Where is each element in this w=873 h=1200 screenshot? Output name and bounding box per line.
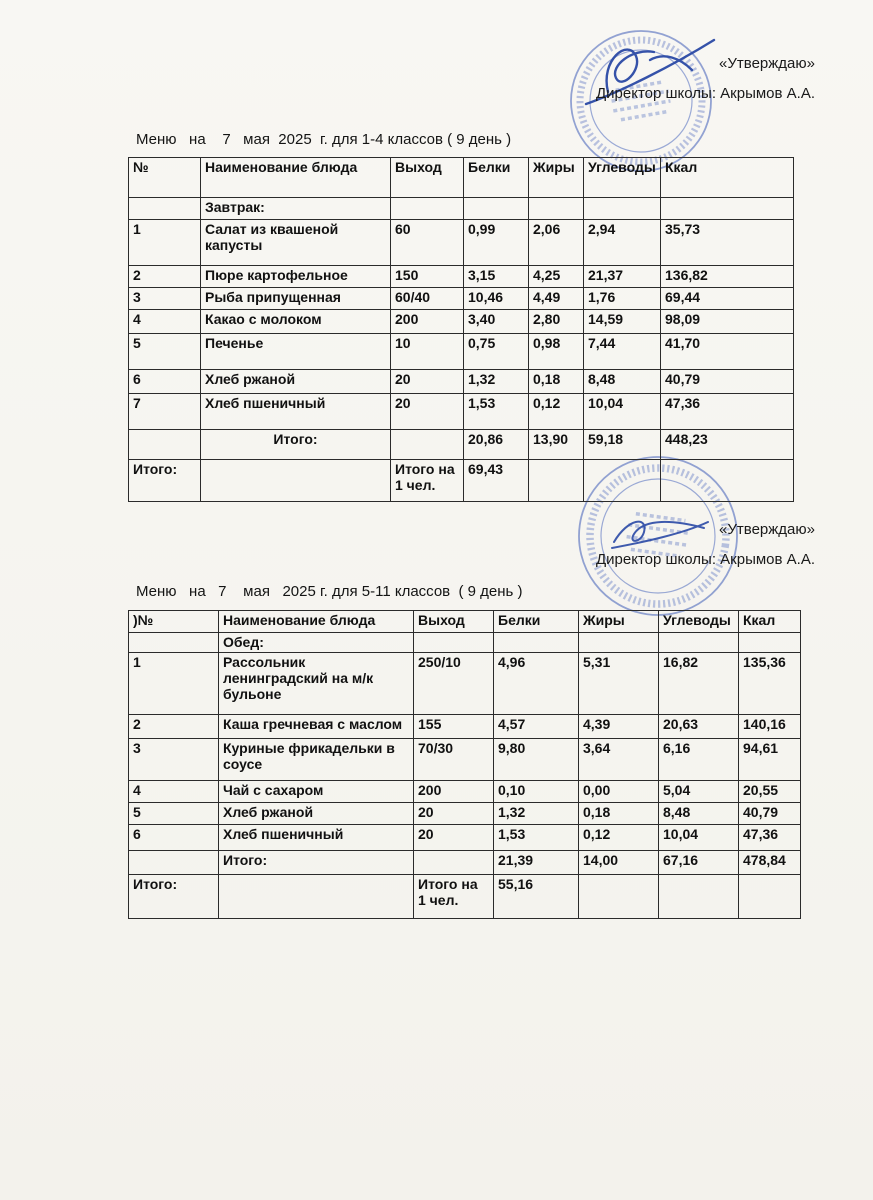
cell-protein: 0,99 bbox=[464, 220, 529, 266]
cell-empty bbox=[391, 198, 464, 220]
cell-num: 7 bbox=[129, 394, 201, 430]
totals-label: Итого: bbox=[201, 430, 391, 460]
section-row bbox=[129, 633, 801, 653]
col-header-portion: Выход bbox=[391, 158, 464, 198]
cell-num: 3 bbox=[129, 739, 219, 781]
cell-num: 4 bbox=[129, 310, 201, 334]
table-row bbox=[129, 803, 801, 825]
cell-empty bbox=[414, 633, 494, 653]
col-header-protein: Белки bbox=[494, 611, 579, 633]
per-person-value: 69,43 bbox=[464, 460, 529, 502]
col-header-carbs: Углеводы bbox=[584, 158, 661, 198]
cell-portion: 60 bbox=[391, 220, 464, 266]
cell-empty bbox=[129, 198, 201, 220]
cell-fat: 4,49 bbox=[529, 288, 584, 310]
cell-kcal: 40,79 bbox=[661, 370, 794, 394]
cell-empty bbox=[129, 633, 219, 653]
cell-empty bbox=[464, 198, 529, 220]
cell-portion: 70/30 bbox=[414, 739, 494, 781]
cell-kcal: 47,36 bbox=[661, 394, 794, 430]
col-header-carbs: Углеводы bbox=[659, 611, 739, 633]
per-person-label: Итого: bbox=[129, 875, 219, 919]
menu1-title: Меню на 7 мая 2025 г. для 1-4 классов ( 9 день ) bbox=[136, 131, 512, 148]
cell-protein: 1,53 bbox=[464, 394, 529, 430]
approval-quote: «Утверждаю» bbox=[719, 521, 815, 538]
cell-kcal: 140,16 bbox=[739, 715, 801, 739]
cell-empty bbox=[201, 460, 391, 502]
cell-empty bbox=[219, 875, 414, 919]
cell-protein: 4,57 bbox=[494, 715, 579, 739]
table-row bbox=[129, 394, 794, 430]
totals-row bbox=[129, 430, 794, 460]
cell-protein: 0,10 bbox=[494, 781, 579, 803]
cell-name: Рассольник ленинградский на м/к бульоне bbox=[219, 653, 414, 715]
table-row bbox=[129, 825, 801, 851]
cell-empty bbox=[579, 875, 659, 919]
cell-kcal: 47,36 bbox=[739, 825, 801, 851]
per-person-caption: Итого на 1 чел. bbox=[391, 460, 464, 502]
col-header-name: Наименование блюда bbox=[201, 158, 391, 198]
col-header-num: )№ bbox=[129, 611, 219, 633]
cell-num: 4 bbox=[129, 781, 219, 803]
cell-kcal: 40,79 bbox=[739, 803, 801, 825]
totals-label: Итого: bbox=[219, 851, 414, 875]
cell-empty bbox=[414, 851, 494, 875]
cell-carbs: 2,94 bbox=[584, 220, 661, 266]
col-header-num: № bbox=[129, 158, 201, 198]
cell-protein: 1,53 bbox=[494, 825, 579, 851]
cell-name: Хлеб ржаной bbox=[201, 370, 391, 394]
cell-empty bbox=[659, 875, 739, 919]
col-header-name: Наименование блюда bbox=[219, 611, 414, 633]
cell-empty bbox=[661, 460, 794, 502]
cell-name: Какао с молоком bbox=[201, 310, 391, 334]
col-header-kcal: Ккал bbox=[661, 158, 794, 198]
cell-name: Хлеб ржаной bbox=[219, 803, 414, 825]
cell-name: Чай с сахаром bbox=[219, 781, 414, 803]
col-header-portion: Выход bbox=[414, 611, 494, 633]
cell-carbs: 20,63 bbox=[659, 715, 739, 739]
approval-director: Директор школы: Акрымов А.А. bbox=[596, 85, 815, 102]
per-person-row bbox=[129, 460, 794, 502]
approval-director: Директор школы: Акрымов А.А. bbox=[596, 551, 815, 568]
table-row bbox=[129, 715, 801, 739]
totals-protein: 20,86 bbox=[464, 430, 529, 460]
cell-protein: 10,46 bbox=[464, 288, 529, 310]
cell-protein: 9,80 bbox=[494, 739, 579, 781]
table-row bbox=[129, 310, 794, 334]
cell-name: Хлеб пшеничный bbox=[201, 394, 391, 430]
cell-name: Рыба припущенная bbox=[201, 288, 391, 310]
cell-protein: 0,75 bbox=[464, 334, 529, 370]
per-person-label: Итого: bbox=[129, 460, 201, 502]
cell-protein: 4,96 bbox=[494, 653, 579, 715]
cell-portion: 200 bbox=[391, 310, 464, 334]
cell-carbs: 16,82 bbox=[659, 653, 739, 715]
cell-num: 1 bbox=[129, 653, 219, 715]
col-header-fat: Жиры bbox=[579, 611, 659, 633]
approval-quote: «Утверждаю» bbox=[719, 55, 815, 72]
cell-name: Пюре картофельное bbox=[201, 266, 391, 288]
cell-name: Салат из квашеной капусты bbox=[201, 220, 391, 266]
totals-fat: 13,90 bbox=[529, 430, 584, 460]
cell-portion: 150 bbox=[391, 266, 464, 288]
table-row bbox=[129, 220, 794, 266]
cell-carbs: 1,76 bbox=[584, 288, 661, 310]
cell-empty bbox=[739, 633, 801, 653]
per-person-caption: Итого на 1 чел. bbox=[414, 875, 494, 919]
cell-num: 3 bbox=[129, 288, 201, 310]
cell-kcal: 94,61 bbox=[739, 739, 801, 781]
cell-num: 6 bbox=[129, 825, 219, 851]
table-row bbox=[129, 653, 801, 715]
cell-portion: 155 bbox=[414, 715, 494, 739]
cell-carbs: 7,44 bbox=[584, 334, 661, 370]
cell-portion: 250/10 bbox=[414, 653, 494, 715]
totals-row bbox=[129, 851, 801, 875]
cell-empty bbox=[739, 875, 801, 919]
cell-portion: 200 bbox=[414, 781, 494, 803]
cell-fat: 0,18 bbox=[579, 803, 659, 825]
cell-carbs: 10,04 bbox=[584, 394, 661, 430]
cell-fat: 0,12 bbox=[579, 825, 659, 851]
table-row bbox=[129, 739, 801, 781]
section-label: Завтрак: bbox=[201, 198, 391, 220]
cell-carbs: 21,37 bbox=[584, 266, 661, 288]
cell-carbs: 8,48 bbox=[584, 370, 661, 394]
cell-carbs: 5,04 bbox=[659, 781, 739, 803]
cell-protein: 3,15 bbox=[464, 266, 529, 288]
cell-portion: 20 bbox=[414, 825, 494, 851]
cell-num: 5 bbox=[129, 803, 219, 825]
header-row bbox=[129, 611, 801, 633]
col-header-kcal: Ккал bbox=[739, 611, 801, 633]
approval-block-middle bbox=[385, 521, 815, 568]
table-row bbox=[129, 370, 794, 394]
totals-carbs: 67,16 bbox=[659, 851, 739, 875]
cell-kcal: 41,70 bbox=[661, 334, 794, 370]
cell-empty bbox=[659, 633, 739, 653]
section-label: Обед: bbox=[219, 633, 414, 653]
totals-kcal: 448,23 bbox=[661, 430, 794, 460]
cell-num: 2 bbox=[129, 715, 219, 739]
table-row bbox=[129, 334, 794, 370]
cell-empty bbox=[494, 633, 579, 653]
cell-num: 2 bbox=[129, 266, 201, 288]
cell-kcal: 98,09 bbox=[661, 310, 794, 334]
cell-num: 5 bbox=[129, 334, 201, 370]
table-row bbox=[129, 781, 801, 803]
col-header-protein: Белки bbox=[464, 158, 529, 198]
cell-kcal: 136,82 bbox=[661, 266, 794, 288]
cell-empty bbox=[129, 851, 219, 875]
cell-name: Хлеб пшеничный bbox=[219, 825, 414, 851]
cell-carbs: 10,04 bbox=[659, 825, 739, 851]
header-row bbox=[129, 158, 794, 198]
cell-name: Печенье bbox=[201, 334, 391, 370]
totals-kcal: 478,84 bbox=[739, 851, 801, 875]
cell-fat: 2,06 bbox=[529, 220, 584, 266]
cell-num: 1 bbox=[129, 220, 201, 266]
cell-kcal: 69,44 bbox=[661, 288, 794, 310]
cell-portion: 10 bbox=[391, 334, 464, 370]
table-row bbox=[129, 288, 794, 310]
cell-protein: 1,32 bbox=[464, 370, 529, 394]
per-person-row bbox=[129, 875, 801, 919]
cell-empty bbox=[579, 633, 659, 653]
totals-fat: 14,00 bbox=[579, 851, 659, 875]
per-person-value: 55,16 bbox=[494, 875, 579, 919]
cell-empty bbox=[584, 460, 661, 502]
cell-num: 6 bbox=[129, 370, 201, 394]
menu2-table bbox=[128, 610, 801, 919]
cell-empty bbox=[661, 198, 794, 220]
section-row bbox=[129, 198, 794, 220]
cell-carbs: 6,16 bbox=[659, 739, 739, 781]
cell-portion: 20 bbox=[391, 370, 464, 394]
cell-portion: 20 bbox=[414, 803, 494, 825]
cell-empty bbox=[529, 198, 584, 220]
cell-fat: 4,25 bbox=[529, 266, 584, 288]
cell-protein: 3,40 bbox=[464, 310, 529, 334]
cell-fat: 0,12 bbox=[529, 394, 584, 430]
cell-kcal: 35,73 bbox=[661, 220, 794, 266]
cell-empty bbox=[129, 430, 201, 460]
menu2-title: Меню на 7 мая 2025 г. для 5-11 классов ( 9 день ) bbox=[136, 583, 523, 600]
cell-portion: 60/40 bbox=[391, 288, 464, 310]
cell-carbs: 8,48 bbox=[659, 803, 739, 825]
table-row bbox=[129, 266, 794, 288]
cell-kcal: 20,55 bbox=[739, 781, 801, 803]
totals-carbs: 59,18 bbox=[584, 430, 661, 460]
cell-fat: 2,80 bbox=[529, 310, 584, 334]
menu1-table bbox=[128, 157, 794, 502]
cell-empty bbox=[584, 198, 661, 220]
cell-carbs: 14,59 bbox=[584, 310, 661, 334]
cell-name: Каша гречневая с маслом bbox=[219, 715, 414, 739]
cell-fat: 0,18 bbox=[529, 370, 584, 394]
col-header-fat: Жиры bbox=[529, 158, 584, 198]
cell-portion: 20 bbox=[391, 394, 464, 430]
approval-block-top bbox=[385, 55, 815, 102]
cell-fat: 0,98 bbox=[529, 334, 584, 370]
cell-fat: 4,39 bbox=[579, 715, 659, 739]
totals-protein: 21,39 bbox=[494, 851, 579, 875]
cell-fat: 5,31 bbox=[579, 653, 659, 715]
cell-name: Куриные фрикадельки в соусе bbox=[219, 739, 414, 781]
cell-fat: 3,64 bbox=[579, 739, 659, 781]
cell-kcal: 135,36 bbox=[739, 653, 801, 715]
cell-fat: 0,00 bbox=[579, 781, 659, 803]
cell-empty bbox=[391, 430, 464, 460]
cell-protein: 1,32 bbox=[494, 803, 579, 825]
cell-empty bbox=[529, 460, 584, 502]
